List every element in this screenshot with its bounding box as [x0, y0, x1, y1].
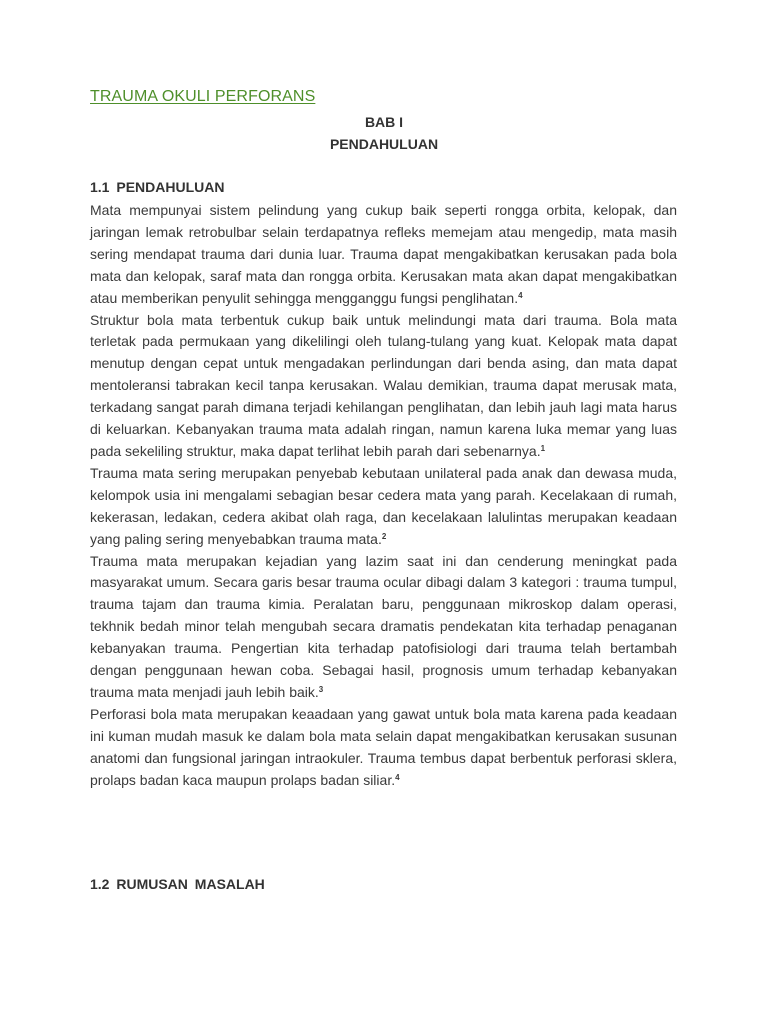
paragraph: [90, 310, 677, 463]
paragraph: [90, 200, 677, 310]
paragraph: [90, 463, 677, 551]
citation-ref: 4: [395, 772, 400, 782]
citation-ref: 4: [518, 290, 523, 300]
paragraph-text: Mata mempunyai sistem pelindung yang cukup baik seperti rongga orbita, kelopak, dan jaringan lemak retrobulbar selain terdapatnya refleks memejam atau mengedip, mata masih sering mendapat trauma dari dunia luar. Trauma dapat mengakibatkan kerusakan pada bola mata dan kelopak, saraf mata dan rongga orbita. Kerusakan mata akan dapat mengakibatkan atau memberikan penyulit sehingga mengganggu fungsi penglihatan.: [90, 202, 677, 306]
chapter-name: PENDAHULUAN: [329, 136, 439, 152]
citation-ref: 2: [381, 531, 387, 541]
section-body-pendahuluan: [90, 200, 677, 791]
paragraph-text: Trauma mata sering merupakan penyebab kebutaan unilateral pada anak dan dewasa muda, kelompok usia ini mengalami sebagian besar cedera mata yang parah. Kecelakaan di rumah, kekerasan, ledakan, cedera akibat olah raga, dan kecelakaan lalulintas merupakan keadaan yang paling sering menyebabkan trauma mata.: [90, 464, 677, 547]
section-heading-rumusan-masalah: 1.2 RUMUSAN MASALAH: [90, 876, 265, 892]
paragraph-text: Trauma mata merupakan kejadian yang lazim saat ini dan cenderung meningkat pada masyarakat umum. Secara garis besar trauma ocular dibagi dalam 3 kategori : trauma tumpul, trauma tajam dan trauma kimia. Peralatan baru, penggunaan mikroskop dalam operasi, tekhnik bedah minor telah mengubah secara dramatis pendekatan kita terhadap penaganan kebanyakan trauma. Pengertian kita terhadap patofisiologi dari trauma telah bertambah dengan penggunaan hewan coba. Sebagai hasil, prognosis umum terhadap kebanyakan trauma mata menjadi jauh lebih baik.: [90, 552, 677, 700]
section-heading-pendahuluan: 1.1 PENDAHULUAN: [90, 179, 225, 195]
paragraph-text: Perforasi bola mata merupakan keaadaan yang gawat untuk bola mata karena pada keadaan ini kuman mudah masuk ke dalam bola mata selain dapat mengakibatkan kerusakan susunan anatomi dan fungsional jaringan intraokuler. Trauma tembus dapat berbentuk perforasi sklera, prolaps badan kaca maupun prolaps badan siliar.: [90, 705, 677, 788]
citation-ref: 1: [540, 443, 546, 453]
paragraph: [90, 704, 677, 792]
paragraph: [90, 551, 677, 704]
citation-ref: 3: [318, 684, 324, 694]
document-title: TRAUMA OKULI PERFORANS: [90, 88, 316, 105]
paragraph-text: Struktur bola mata terbentuk cukup baik untuk melindungi mata dari trauma. Bola mata terletak pada permukaan yang dikelilingi oleh tulang-tulang yang kuat. Kelopak mata dapat menutup dengan cepat untuk mengadakan perlindungan dari benda asing, dan mata dapat mentoleransi tabrakan kecil tanpa kerusakan. Walau demikian, trauma dapat merusak mata, terkadang sangat parah dimana terjadi kehilangan penglihatan, dan lebih jauh lagi mata harus di keluarkan. Kebanyakan trauma mata adalah ringan, namun karena luka memar yang luas pada sekeliling struktur, maka dapat terlihat lebih parah dari sebenarnya.: [90, 311, 677, 459]
chapter-number: BAB I: [364, 114, 404, 130]
